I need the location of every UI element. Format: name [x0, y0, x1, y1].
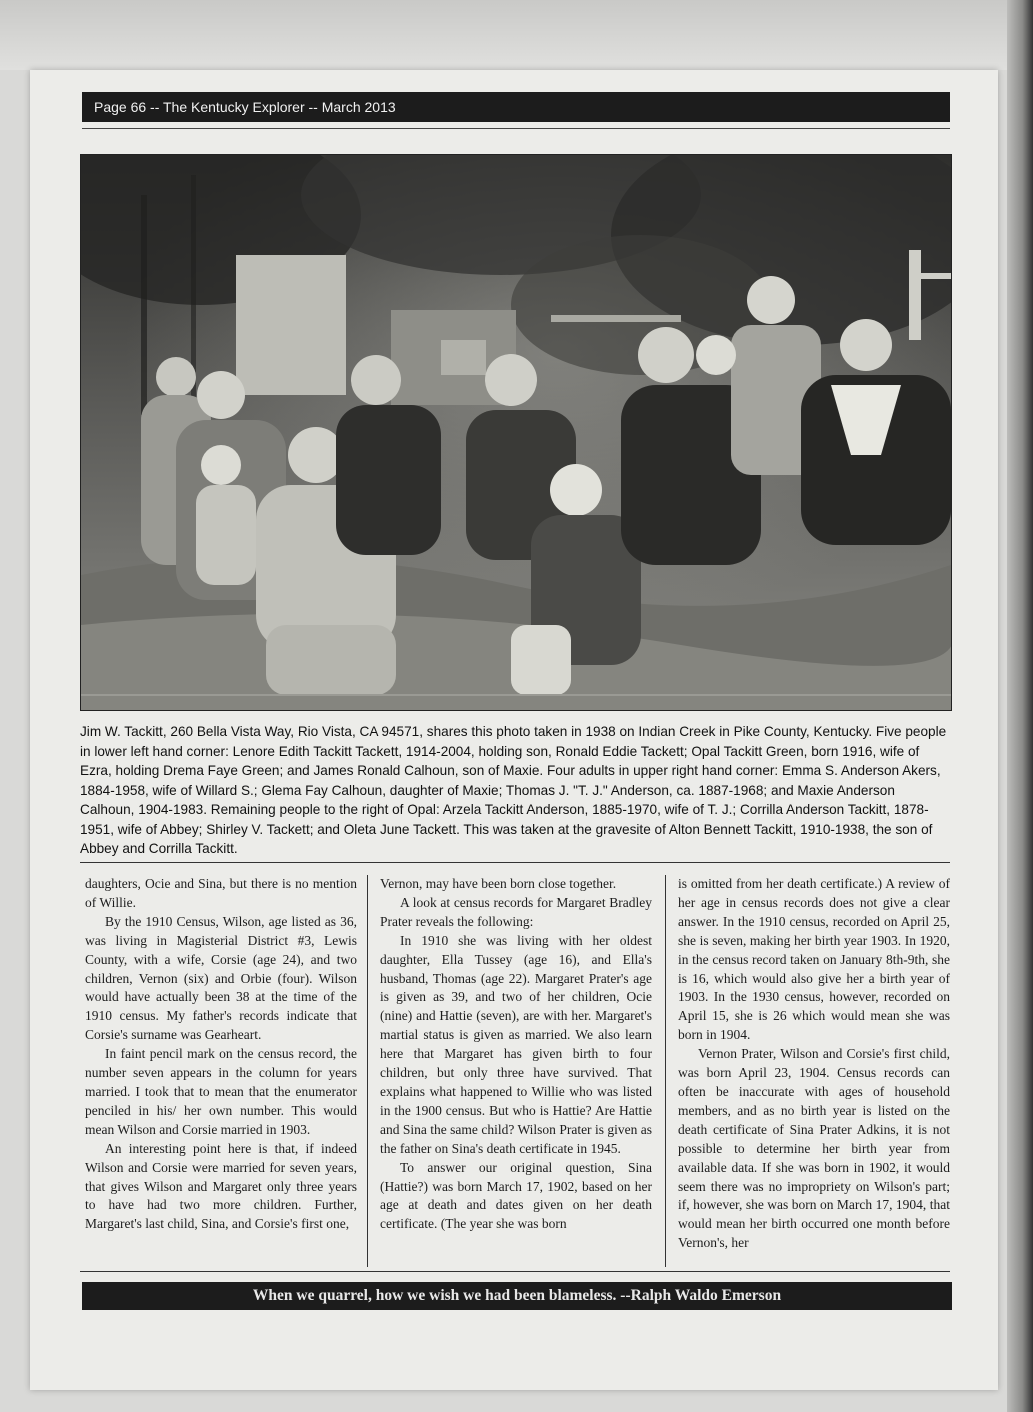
article-column-3	[678, 875, 950, 1253]
column-divider	[665, 875, 666, 1267]
paragraph: A look at census records for Margaret Bradley Prater reveals the following:	[380, 894, 652, 929]
paragraph: By the 1910 Census, Wilson, age listed as 36, was living in Magisterial District #3, Lewis County, with a wife, Corsie (age 24), and two children, Vernon (six) and Orbie (four). Wilson would have actually been 38 at the time of the 1910 census. My father's records indicate that Corsie's surname was Gearheart.	[85, 913, 357, 1043]
paragraph: Vernon, may have been born close together.	[380, 876, 617, 891]
article-column-2	[380, 875, 652, 1234]
family-photo	[80, 154, 952, 711]
footer-divider	[80, 1271, 950, 1272]
paragraph: To answer our original question, Sina (Hattie?) was born March 17, 1902, based on her age at death and dates given on her death certificate. (The year she was born	[380, 1159, 652, 1232]
family-photo-gravesite-icon	[81, 155, 951, 710]
page-header: Page 66 -- The Kentucky Explorer -- March 2013	[82, 92, 950, 122]
footer-quote: When we quarrel, how we wish we had been blameless. --Ralph Waldo Emerson	[82, 1282, 952, 1310]
magazine-page	[30, 70, 998, 1390]
photo-caption: Jim W. Tackitt, 260 Bella Vista Way, Rio Vista, CA 94571, shares this photo taken in 1938 on Indian Creek in Pike County, Kentucky. Five people in lower left hand corner: Lenore Edith Tackitt Tackett, 1914-2004, holding son, Ronald Eddie Tackett; Opal Tackitt Green, born 1916, wife of Ezra, holding Drema Faye Green; and James Ronald Calhoun, son of Maxie. Four adults in upper right hand corner: Emma S. Anderson Akers, 1884-1958, wife of Willard S.; Glema Fay Calhoun, daughter of Maxie; Thomas J. "T. J." Anderson, ca. 1887-1968; and Maxie Anderson Calhoun, 1904-1983. Remaining people to the right of Opal: Arzela Tackitt Anderson, 1885-1970, wife of T. J.; Corrilla Anderson Tackitt, 1878-1951, wife of Abbey; Shirley V. Tackett; and Oleta June Tackett. This was taken at the gravesite of Alton Bennett Tackitt, 1910-1938, the son of Abbey and Corrilla Tackitt.	[80, 724, 947, 856]
caption-divider	[80, 862, 950, 863]
paragraph: An interesting point here is that, if indeed Wilson and Corsie were married for seven years, that gives Wilson and Margaret only three years to have had two more children. Further, Margaret's last child, Sina, and Corsie's first one,	[85, 1140, 357, 1232]
scan-border-right	[1007, 0, 1033, 1412]
paragraph: In faint pencil mark on the census record, the number seven appears in the column for years married. I took that to mean that the enumerator penciled in his/ her own number. This would mean Wilson and Corsie married in 1903.	[85, 1046, 357, 1137]
column-divider	[367, 875, 368, 1267]
article-body	[80, 875, 950, 1265]
article-column-1	[85, 875, 357, 1234]
paragraph: In 1910 she was living with her oldest daughter, Ella Tussey (age 16), and Ella's husband, Thomas (age 22). Margaret Prater's age is given as 39, and two of her children, Ocie (nine) and Hattie (seven), are with her. Margaret's martial status is given as married. We also learn here that Margaret has given birth to four children, but only three have survived. That explains what happened to Willie who was listed in the 1900 census. But who is Hattie? Are Hattie and Sina the same child? Wilson Prater is given as the father on Sina's death certificate in 1945.	[380, 932, 652, 1156]
paragraph: daughters, Ocie and Sina, but there is no mention of Willie.	[85, 876, 357, 910]
header-divider	[82, 128, 950, 129]
paragraph: Vernon Prater, Wilson and Corsie's first child, was born April 23, 1904. Census records can often be inaccurate with ages of household members, and as no birth year is listed on the death certificate of Sina Prater Adkins, it is not possible to determine her birth year from available data. If she was born in 1902, it would seem there was no impropriety on Wilson's part; if, however, she was born on March 17, 1904, that would mean her birth occurred one month before Vernon's, her	[678, 1046, 950, 1251]
scan-border-top	[0, 0, 1033, 70]
paragraph: is omitted from her death certificate.) A review of her age in census records does not give a clear answer. In the 1910 census, recorded on April 25, she is seven, making her birth year 1903. In 1920, in the census record taken on January 8th-9th, she is 16, which would also give her a birth year of 1903. In the 1930 census, however, recorded on April 15, she is 26 which would mean she was born in 1904.	[678, 876, 950, 1043]
